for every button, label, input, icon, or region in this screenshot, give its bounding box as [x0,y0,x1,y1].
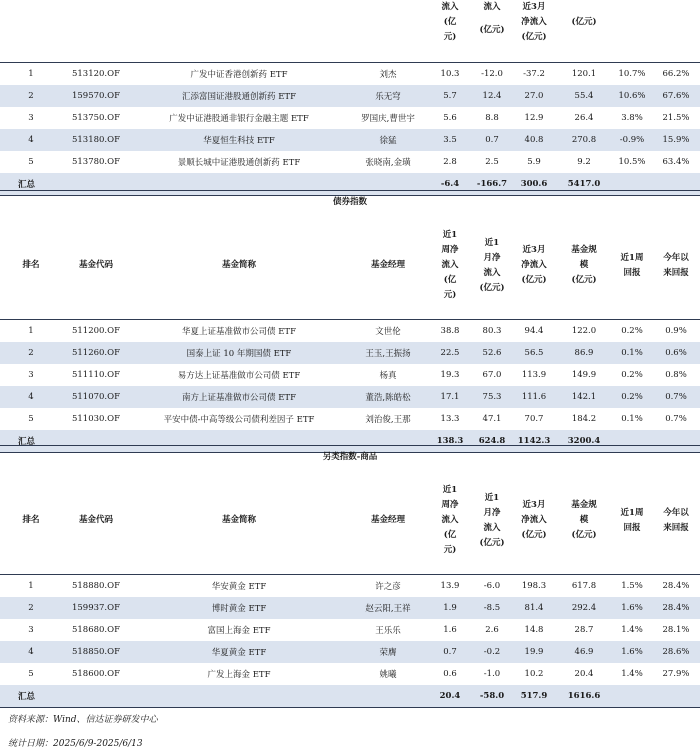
table-cell: 22.5 [428,342,472,364]
table-cell: 511110.OF [71,369,121,380]
table-cell: 1 [28,69,34,79]
table-cell: 0.7 [472,129,512,151]
table-cell: 513750.OF [71,113,121,123]
table-cell: 513120.OF [71,69,121,79]
table-cell: 0.2% [612,386,652,408]
table-cell: 1 [28,580,34,591]
col-aum: 基金规 模 (亿元) [571,500,597,541]
col-manager: 基金经理 [370,260,405,271]
table-cell: -1.0 [483,668,501,679]
table-cell: 许之彦 [375,581,401,592]
table-cell: 10.5% [618,157,646,167]
total-3month-inflow: 300.6 [512,173,556,196]
table-cell: 46.9 [556,641,612,663]
table-cell: 55.4 [556,85,612,107]
table-cell: 9.2 [577,157,591,167]
table-cell: 0.6% [652,342,700,364]
table-cell: -0.9% [612,129,652,151]
table-cell: 511070.OF [62,386,130,408]
col-code: 基金代码 [78,515,113,526]
total-week-inflow: 20.4 [428,685,472,708]
total-aum: 3200.4 [556,430,612,453]
table-cell: 1.9 [428,597,472,619]
total-week-inflow: -6.4 [428,173,472,196]
col-week-inflow: 近1 周净 流入 (亿 元) [441,230,459,301]
total-aum: 5417.0 [556,173,612,196]
table-cell: 5.9 [527,157,541,167]
table-cell: 159570.OF [62,85,130,107]
table-cell: 1.4% [621,624,643,635]
col-ytd-return: 今年以 来回报 [663,252,689,278]
table-row [0,597,700,619]
total-aum: 1616.6 [556,685,612,708]
table-cell: 21.5% [662,113,690,123]
table-row [0,151,700,173]
table-cell: 3.5 [428,129,472,151]
total-label: 汇总 [0,173,130,196]
table-cell: 1 [28,325,34,336]
col-month-inflow: 近1 月净 流入 (亿元) [479,492,505,548]
s1-head-m3: 近3月 净流入 (亿元) [521,2,547,42]
table-cell: 27.0 [512,85,556,107]
table-cell: 518850.OF [62,641,130,663]
col-week-return: 近1周 回报 [620,252,644,278]
table-cell: 0.1% [612,342,652,364]
table-cell: 47.1 [482,413,502,424]
table-cell: 511030.OF [71,413,121,424]
table-cell: 0.6 [443,668,457,679]
table-row [0,663,700,685]
table-cell: 12.4 [472,85,512,107]
table-cell: 文世伦 [375,326,401,337]
table-cell: 4 [0,641,62,663]
table-cell: 86.9 [556,342,612,364]
table-cell: 3 [28,113,34,123]
section1-table [0,62,700,196]
table-cell: 15.9% [652,129,700,151]
col-name: 基金简称 [221,260,256,271]
table-cell: 0.1% [621,413,643,424]
table-row [0,619,700,641]
table-row [0,85,700,107]
table-cell: 12.9 [524,113,544,123]
table-row [0,319,700,342]
table-cell: 4 [0,129,62,151]
table-cell: 汇添富国证港股通创新药 ETF [130,85,348,107]
table-cell: 广发中证港股通非银行金融主题 ETF [169,114,309,124]
table-cell: 511260.OF [62,342,130,364]
table-cell: 142.1 [556,386,612,408]
section3-table [0,468,700,708]
table-cell: 赵云阳,王祥 [348,597,428,619]
table-cell: 华夏恒生科技 ETF [130,129,348,151]
table-cell: 刘杰 [379,70,397,80]
table-cell: 38.8 [440,325,460,336]
table-cell: 518680.OF [71,624,121,635]
total-month-inflow: 624.8 [472,430,512,453]
table-cell: 19.9 [512,641,556,663]
table-cell: 1.6% [612,597,652,619]
table-cell: 80.3 [482,325,502,336]
table-cell: 20.4 [574,668,594,679]
total-row [0,685,700,708]
s1-head-w1: 流入 (亿 元) [441,2,459,42]
s1-head-m1: 流入 (亿元) [479,2,505,35]
table-cell: 67.6% [652,85,700,107]
table-cell: 0.7 [428,641,472,663]
table-row [0,364,700,386]
table-cell: 19.3 [440,369,460,380]
table-cell: 荣膺 [348,641,428,663]
table-cell: 华安黄金 ETF [211,581,267,592]
table-row [0,63,700,86]
table-row [0,107,700,129]
table-cell: 122.0 [571,325,597,336]
table-cell: 乐无穹 [348,85,428,107]
col-ytd-return: 今年以 来回报 [663,507,689,533]
table-cell: 2 [0,342,62,364]
table-cell: 3 [28,369,34,380]
table-cell: 刘治俊,王那 [365,414,411,425]
table-cell: 华夏黄金 ETF [130,641,348,663]
period-note: 统计日期：2025/6/9-2025/6/13 [8,739,143,749]
table-cell: 159937.OF [62,597,130,619]
table-row [0,574,700,597]
table-cell: 28.1% [662,624,690,635]
col-week-inflow: 近1 周净 流入 (亿 元) [441,485,459,556]
table-cell: 26.4 [574,113,594,123]
section3-title: 另类指数-商品 [0,445,700,468]
section1-header [0,0,700,62]
table-cell: 149.9 [571,369,597,380]
table-cell: -37.2 [523,69,545,79]
table-cell: 10.6% [612,85,652,107]
table-cell: 姚曦 [379,669,397,680]
table-cell: 27.9% [662,668,690,679]
table-cell: 2 [0,85,62,107]
table-cell: 1.4% [621,668,643,679]
table-cell: 70.7 [524,413,544,424]
table-cell: 52.6 [472,342,512,364]
table-cell: 景顺长城中证港股通创新药 ETF [177,158,301,168]
table-cell: 10.3 [440,69,460,79]
table-cell: 2.5 [485,157,499,167]
col-aum: 基金规 模 (亿元) [571,245,597,286]
table-cell: 1.5% [621,580,643,591]
table-cell: 270.8 [556,129,612,151]
table-cell: 徐猛 [348,129,428,151]
table-cell: 10.2 [524,668,544,679]
total-3month-inflow: 517.9 [512,685,556,708]
table-cell: 博时黄金 ETF [130,597,348,619]
table-cell: 王玉,王振扬 [348,342,428,364]
table-cell: 198.3 [521,580,547,591]
table-cell: 董浩,陈皓松 [348,386,428,408]
table-cell: 5.7 [428,85,472,107]
table-row [0,641,700,663]
table-cell: 292.4 [556,597,612,619]
table-cell: 2.6 [485,624,499,635]
table-cell: 518600.OF [71,668,121,679]
total-3month-inflow: 1142.3 [512,430,556,453]
table-cell: 28.6% [652,641,700,663]
table-cell: 13.9 [440,580,460,591]
table-row [0,129,700,151]
col-code: 基金代码 [78,260,113,271]
table-cell: 杨真 [379,370,397,381]
table-cell: 67.0 [482,369,502,380]
table-cell: 63.4% [662,157,690,167]
table-cell: 75.3 [472,386,512,408]
table-cell: 王乐乐 [375,625,401,636]
table-cell: -6.0 [483,580,501,591]
table-row [0,386,700,408]
table-cell: 28.4% [662,580,690,591]
source-note: 资料来源：Wind、信达证券研发中心 [8,715,158,725]
table-cell: 4 [0,386,62,408]
col-name: 基金简称 [221,515,256,526]
table-cell: 8.8 [485,113,499,123]
table-cell: 0.8% [665,369,687,380]
table-cell: 113.9 [521,369,547,380]
total-month-inflow: -166.7 [472,173,512,196]
table-cell: 513180.OF [62,129,130,151]
table-cell: 1.6% [612,641,652,663]
table-cell: 5 [28,157,34,167]
table-cell: 广发中证香港创新药 ETF [190,70,288,80]
table-cell: 张晓南,金璜 [365,158,411,168]
table-cell: 511200.OF [71,325,121,336]
table-cell: 518880.OF [71,580,121,591]
table-cell: 2 [0,597,62,619]
table-cell: 华夏上证基准做市公司债 ETF [182,326,296,337]
col-3month-inflow: 近3月 净流入 (亿元) [521,500,547,541]
table-cell: 广发上海金 ETF [207,669,271,680]
table-cell: 94.4 [524,325,544,336]
table-cell: 28.4% [652,597,700,619]
col-manager: 基金经理 [370,515,405,526]
table-cell: 13.3 [440,413,460,424]
table-cell: 3.8% [621,113,643,123]
table-cell: 平安中债-中高等级公司债利差因子 ETF [163,414,315,425]
total-month-inflow: -58.0 [472,685,512,708]
table-cell: 南方上证基准做市公司债 ETF [130,386,348,408]
table-cell: 28.7 [574,624,594,635]
table-cell: 2.8 [443,157,457,167]
s1-head-aum: (亿元) [571,17,597,27]
total-week-inflow: 138.3 [428,430,472,453]
table-cell: 56.5 [512,342,556,364]
col-rank: 排名 [22,515,40,526]
table-row [0,408,700,430]
table-cell: 81.4 [512,597,556,619]
table-cell: 17.1 [428,386,472,408]
table-cell: 66.2% [662,69,690,79]
table-cell: 0.7% [665,413,687,424]
table-cell: 富国上海金 ETF [207,625,271,636]
col-3month-inflow: 近3月 净流入 (亿元) [521,245,547,286]
table-cell: 5 [28,413,34,424]
table-cell: 0.7% [652,386,700,408]
total-label: 汇总 [0,685,130,708]
table-cell: 1.6 [443,624,457,635]
total-label: 汇总 [0,430,130,453]
table-cell: 罗国庆,曹世宇 [361,114,415,124]
col-month-inflow: 近1 月净 流入 (亿元) [479,237,505,293]
table-cell: 3 [28,624,34,635]
table-cell: 易方达上证基准做市公司债 ETF [177,370,301,381]
table-cell: 14.8 [524,624,544,635]
table-cell: -0.2 [472,641,512,663]
table-cell: 184.2 [571,413,597,424]
table-cell: 40.8 [512,129,556,151]
table-cell: -8.5 [472,597,512,619]
table-cell: 5 [28,668,34,679]
table-cell: 617.8 [571,580,597,591]
col-rank: 排名 [22,260,40,271]
section2-title: 债券指数 [0,190,700,213]
table-cell: 0.2% [621,369,643,380]
table-cell: -12.0 [481,69,503,79]
table-cell: 10.7% [618,69,646,79]
table-cell: 111.6 [512,386,556,408]
section2-table [0,213,700,453]
table-cell: 513780.OF [71,157,121,167]
table-cell: 0.9% [665,325,687,336]
table-row [0,342,700,364]
table-cell: 5.6 [443,113,457,123]
table-cell: 0.2% [621,325,643,336]
col-week-return: 近1周 回报 [620,507,644,533]
table-cell: 国泰上证 10 年期国债 ETF [130,342,348,364]
table-cell: 120.1 [571,69,597,79]
